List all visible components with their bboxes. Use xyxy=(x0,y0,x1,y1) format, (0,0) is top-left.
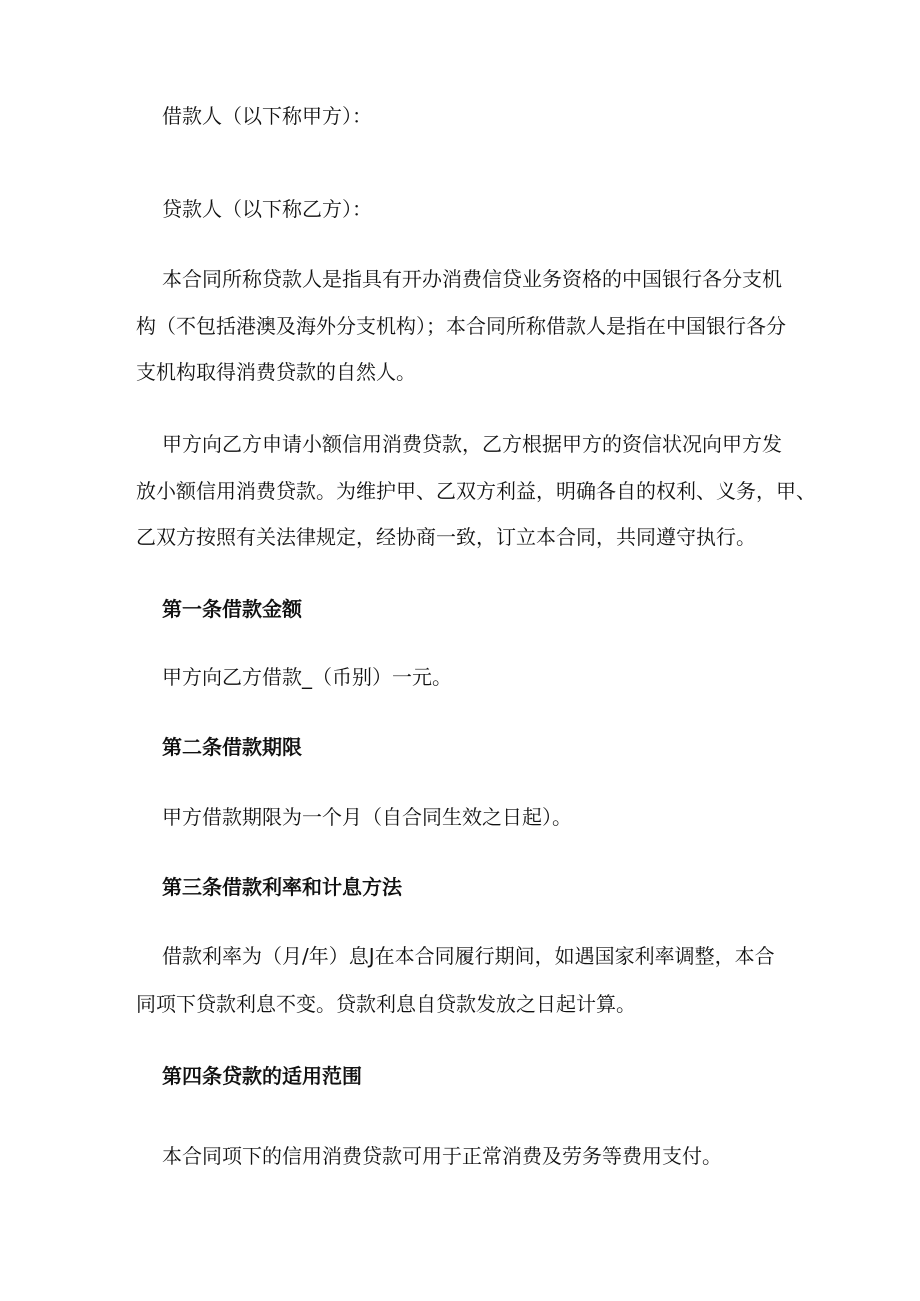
article-2-heading: 第二条借款期限 xyxy=(162,735,302,759)
borrower-line: 借款人（以下称甲方）： xyxy=(162,104,372,128)
lender-line: 贷款人（以下称乙方）： xyxy=(162,197,372,221)
purpose-paragraph-line-2: 放小额信用消费贷款。为维护甲、乙双方利益，明确各自的权利、义务，甲、 xyxy=(136,479,816,503)
purpose-paragraph-line-3: 乙双方按照有关法律规定，经协商一致，订立本合同，共同遵守执行。 xyxy=(136,525,756,549)
article-1-heading: 第一条借款金额 xyxy=(162,597,302,621)
article-3-heading: 第三条借款利率和计息方法 xyxy=(162,875,402,899)
article-3-text-line-2: 同项下贷款利息不变。贷款利息自贷款发放之日起计算。 xyxy=(136,992,636,1016)
article-1-text: 甲方向乙方借款_（币别）一元。 xyxy=(162,665,452,689)
definition-paragraph-line-2: 构（不包括港澳及海外分支机构）；本合同所称借款人是指在中国银行各分 xyxy=(136,314,786,338)
article-2-text: 甲方借款期限为一个月（自合同生效之日起）。 xyxy=(162,805,572,829)
definition-paragraph-line-3: 支机构取得消费贷款的自然人。 xyxy=(136,360,416,384)
article-4-heading: 第四条贷款的适用范围 xyxy=(162,1064,362,1088)
definition-paragraph-line-1: 本合同所称贷款人是指具有开办消费信贷业务资格的中国银行各分支机 xyxy=(162,267,782,291)
article-3-text-line-1: 借款利率为（月/年）息J在本合同履行期间，如遇国家利率调整，本合 xyxy=(162,944,775,968)
article-4-text: 本合同项下的信用消费贷款可用于正常消费及劳务等费用支付。 xyxy=(162,1144,722,1168)
purpose-paragraph-line-1: 甲方向乙方申请小额信用消费贷款，乙方根据甲方的资信状况向甲方发 xyxy=(162,432,782,456)
